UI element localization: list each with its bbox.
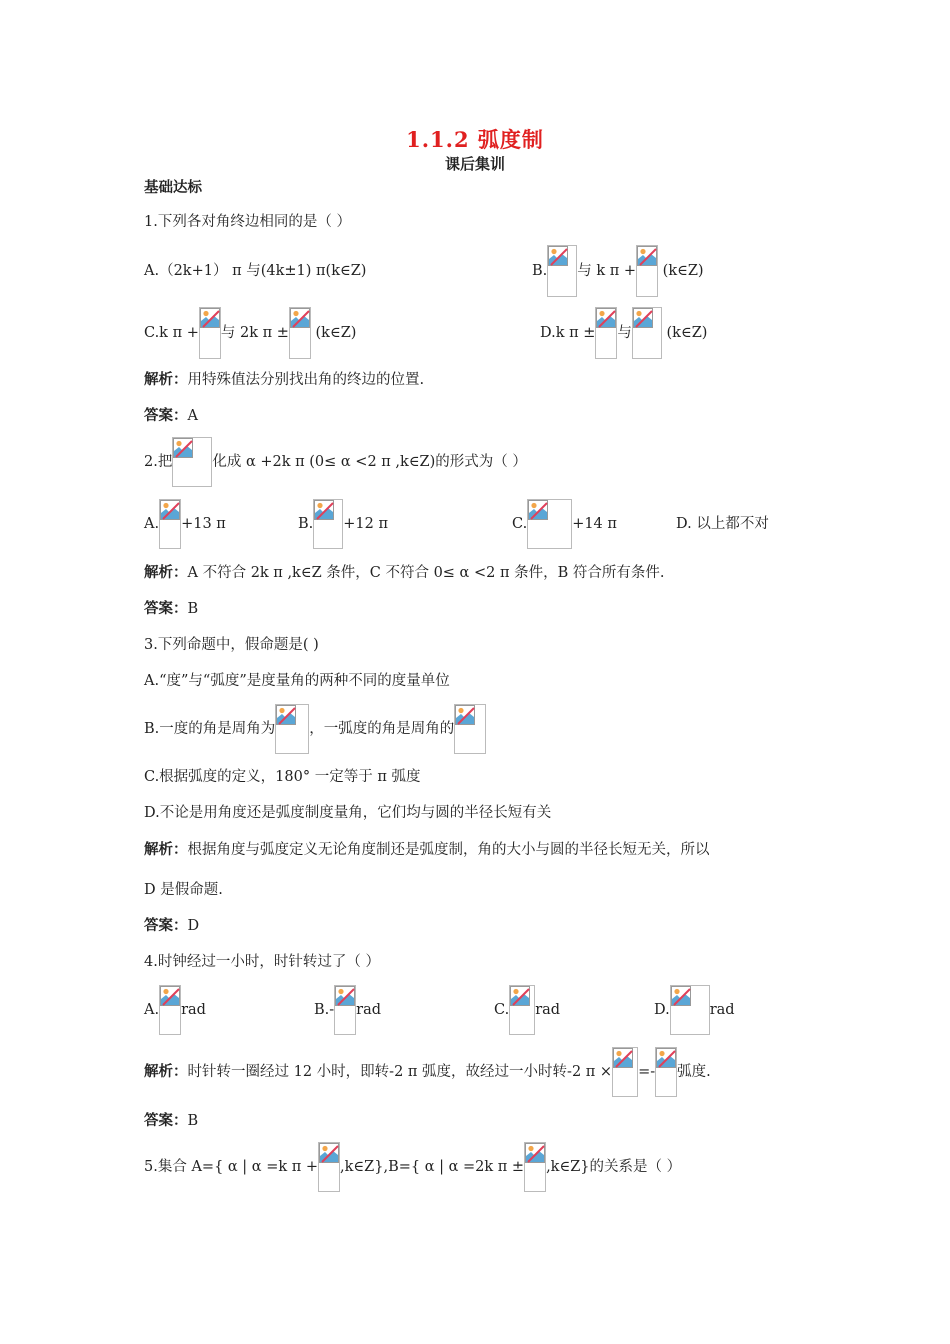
q2-option-a: A. +13 π (144, 499, 226, 549)
q3-answer: 答案：D (144, 917, 200, 934)
broken-image-icon (318, 1142, 340, 1192)
q3-option-a: A.“度”与“弧度”是度量角的两种不同的度量单位 (144, 673, 450, 689)
q1-option-c: C.k π + 与 2k π ± (k∈Z) (144, 307, 356, 359)
q1-stem: 1.下列各对角终边相同的是（ ） (144, 214, 351, 230)
q3-option-c: C.根据弧度的定义，180° 一定等于 π 弧度 (144, 769, 421, 785)
broken-image-icon (159, 499, 181, 549)
q2-option-b: B. +12 π (298, 499, 388, 549)
q3-option-b: B.一度的角是周角为 ，一弧度的角是周角的 (144, 704, 486, 754)
q3-option-d: D.不论是用角度还是弧度制度量角，它们均与圆的半径长短有关 (144, 805, 552, 821)
q3-stem: 3.下列命题中，假命题是( ) (144, 637, 319, 653)
q4-answer: 答案：B (144, 1112, 199, 1129)
q1-analysis: 解析：用特殊值法分别找出角的终边的位置. (144, 371, 425, 388)
broken-image-icon (547, 245, 577, 297)
broken-image-icon (172, 437, 212, 487)
q2-option-c: C. +14 π (512, 499, 617, 549)
broken-image-icon (454, 704, 486, 754)
q4-option-d: D. rad (654, 985, 735, 1035)
q4-analysis: 解析：时针转一圈经过 12 小时，即转-2 π 弧度，故经过一小时转-2 π × =- 弧度. (144, 1047, 711, 1097)
broken-image-icon (632, 307, 662, 359)
broken-image-icon (199, 307, 221, 359)
page-subtitle: 课后集训 (444, 155, 505, 173)
q4-stem: 4.时钟经过一小时，时针转过了（ ） (144, 954, 380, 970)
broken-image-icon (595, 307, 617, 359)
broken-image-icon (313, 499, 343, 549)
broken-image-icon (655, 1047, 677, 1097)
q4-option-a: A. rad (144, 985, 206, 1035)
q5-stem: 5.集合 A={ α | α =k π + ,k∈Z},B={ α | α =2k π ± ,k∈Z}的关系是（ ） (144, 1142, 681, 1192)
broken-image-icon (275, 704, 309, 754)
q3-analysis-cont: D 是假命题. (144, 882, 223, 898)
q1-option-d: D.k π ± 与 (k∈Z) (540, 307, 707, 359)
q2-analysis: 解析：A 不符合 2k π ,k∈Z 条件，C 不符合 0≤ α <2 π 条件，B 符合所有条件. (144, 564, 665, 581)
q3-analysis: 解析：根据角度与弧度定义无论角度制还是弧度制，角的大小与圆的半径长短无关，所以 (144, 841, 710, 858)
broken-image-icon (670, 985, 710, 1035)
q2-stem: 2.把 化成 α +2k π (0≤ α <2 π ,k∈Z)的形式为（ ） (144, 437, 527, 487)
broken-image-icon (612, 1047, 638, 1097)
broken-image-icon (334, 985, 356, 1035)
page-title: 1.1.2 弧度制 (406, 127, 544, 152)
q4-option-b: B.- rad (314, 985, 381, 1035)
q2-option-d: D. 以上都不对 (676, 516, 769, 532)
q1-option-b: B. 与 k π + (k∈Z) (532, 245, 704, 297)
q2-answer: 答案：B (144, 600, 199, 617)
section-heading: 基础达标 (144, 179, 202, 196)
broken-image-icon (289, 307, 311, 359)
broken-image-icon (636, 245, 658, 297)
q1-option-a: A.（2k+1） π 与(4k±1) π(k∈Z) (144, 263, 367, 279)
broken-image-icon (159, 985, 181, 1035)
broken-image-icon (527, 499, 572, 549)
q1-answer: 答案：A (144, 407, 198, 424)
broken-image-icon (509, 985, 535, 1035)
q4-option-c: C. rad (494, 985, 560, 1035)
broken-image-icon (524, 1142, 546, 1192)
